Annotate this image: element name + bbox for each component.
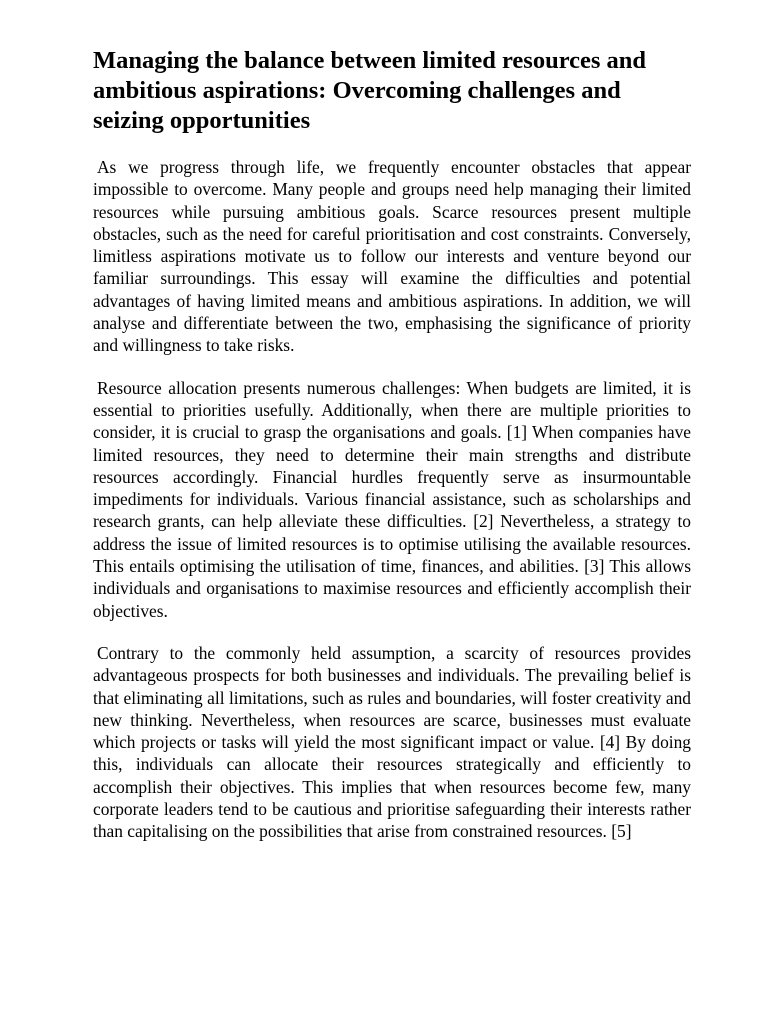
paragraph-3: Contrary to the commonly held assumption, a scarcity of resources provides advantageous prospects for both businesses and individuals. The prevailing belief is that eliminating all limitations, such as rules and boundaries, will foster creativity and new thinking. Nevertheless, when resources are scarce, businesses must evaluate which projects or tasks will yield the most significant impact or value. [4] By doing this, individuals can allocate their resources strategically and efficiently to accomplish their objectives. This implies that when resources become few, many corporate leaders tend to be cautious and prioritise safeguarding their interests rather than capitalising on the possibilities that arise from constrained resources. [5]	[93, 642, 691, 842]
paragraph-1: As we progress through life, we frequently encounter obstacles that appear impossible to overcome. Many people and groups need help managing their limited resources while pursuing ambitious goals. Scarce resources present multiple obstacles, such as the need for careful prioritisation and cost constraints. Conversely, limitless aspirations motivate us to follow our interests and venture beyond our familiar surroundings. This essay will examine the difficulties and potential advantages of having limited means and ambitious aspirations. In addition, we will analyse and differentiate between the two, emphasising the significance of priority and willingness to take risks.	[93, 157, 691, 356]
document-page	[93, 46, 691, 863]
paragraph-2: Resource allocation presents numerous challenges: When budgets are limited, it is essential to priorities usefully. Additionally, when there are multiple priorities to consider, it is crucial to grasp the organisations and goals. [1] When companies have limited resources, they need to determine their main strengths and distribute resources accordingly. Financial hurdles frequently serve as insurmountable impediments for individuals. Various financial assistance, such as scholarships and research grants, can help alleviate these difficulties. [2] Nevertheless, a strategy to address the issue of limited resources is to optimise utilising the available resources. This entails optimising the utilisation of time, finances, and abilities. [3] This allows individuals and organisations to maximise resources and efficiently accomplish their objectives.	[93, 377, 691, 621]
document-title: Managing the balance between limited resources and ambitious aspirations: Overcoming challenges and seizing opportunities	[93, 47, 647, 134]
